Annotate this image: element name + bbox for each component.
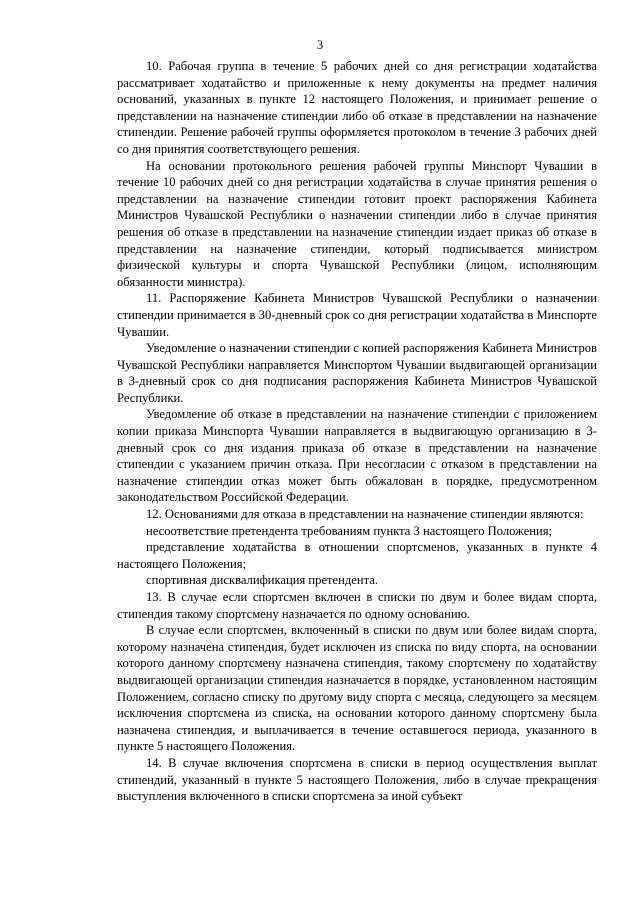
paragraph-14: 14. В случае включения спортсмена в списки в период осуществления выплат стипендий, указанный в пункте 5 настоящего Положения, либо в случае прекращения выступления включенного в списки спортсмена за иной субъект <box>117 755 597 804</box>
paragraph-appointment-notice: Уведомление о назначении стипендии с копией распоряжения Кабинета Министров Чувашской Республики направляется Минспортом Чувашии выдвигающей организации в 3-дневный срок со дня подписания распоряжения Кабинета Министров Чувашской Республики. <box>117 341 597 405</box>
paragraph-13: 13. В случае если спортсмен включен в списки по двум и более видам спорта, стипендия такому спортсмену назначается по одному основанию. <box>117 590 597 621</box>
list-item-petition: представление ходатайства в отношении спортсменов, указанных в пункте 4 настоящего Положения; <box>117 540 597 571</box>
document-body <box>117 58 597 805</box>
page-number: 3 <box>316 38 324 52</box>
paragraph-10: 10. Рабочая группа в течение 5 рабочих дней со дня регистрации ходатайства рассматривает ходатайство и приложенные к нему документы на предмет наличия оснований, указанных в пункте 12 настоящего Положения, и принимает решение о представлении на назначение стипендии либо об отказе в представлении на назначение стипендии. Решение рабочей группы оформляется протоколом в течение 3 рабочих дней со дня принятия соответствующего решения. <box>117 59 597 156</box>
paragraph-protocol-decision: На основании протокольного решения рабочей группы Минспорт Чувашии в течение 10 рабочих дней со дня регистрации ходатайства в случае принятия решения о представлении на назначение стипендии готовит проект распоряжения Кабинета Министров Чувашской Республики о назначении стипендии либо в случае принятия решения об отказе в представлении на назначение стипендии издает приказ об отказе в представлении на назначение стипендии, который подписывается министром физической культуры и спорта Чувашской Республики (лицом, исполняющим обязанности министра). <box>117 158 597 289</box>
list-item-nonconformity: несоответствие претендента требованиям пункта 3 настоящего Положения; <box>146 523 553 538</box>
paragraph-refusal-notice: Уведомление об отказе в представлении на назначение стипендии с приложением копии приказа Минспорта Чувашии направляется в выдвигающую организацию в 3-дневный срок со дня издания приказа об отказе в представлении на назначение стипендии с указанием причин отказа. При несогласии с отказом в представлении на назначение стипендии отказ может быть обжалован в порядке, предусмотренном законодательством Российской Федерации. <box>117 407 597 505</box>
list-item-disqualification: спортивная дисквалификация претендента. <box>146 573 379 588</box>
paragraph-11: 11. Распоряжение Кабинета Министров Чувашской Республики о назначении стипендии принимается в 30-дневный срок со дня регистрации ходатайства в Минспорте Чувашии. <box>117 291 597 339</box>
paragraph-multiple-sports: В случае если спортсмен, включенный в списки по двум или более видам спорта, которому назначена стипендия, будет исключен из списка по виду спорта, на основании которого данному спортсмену назначена стипендия, такому спортсмену по ходатайству выдвигающей организации стипендия назначается в порядке, установленном настоящим Положением, согласно списку по другому виду спорта с месяца, следующего за месяцем исключения спортсмена из списка, на основании которого данному спортсмену была назначена стипендия, и выплачивается в течение оставшегося периода, указанного в пункте 5 настоящего Положения. <box>117 623 597 754</box>
paragraph-12: 12. Основаниями для отказа в представлении на назначение стипендии являются: <box>146 507 584 522</box>
